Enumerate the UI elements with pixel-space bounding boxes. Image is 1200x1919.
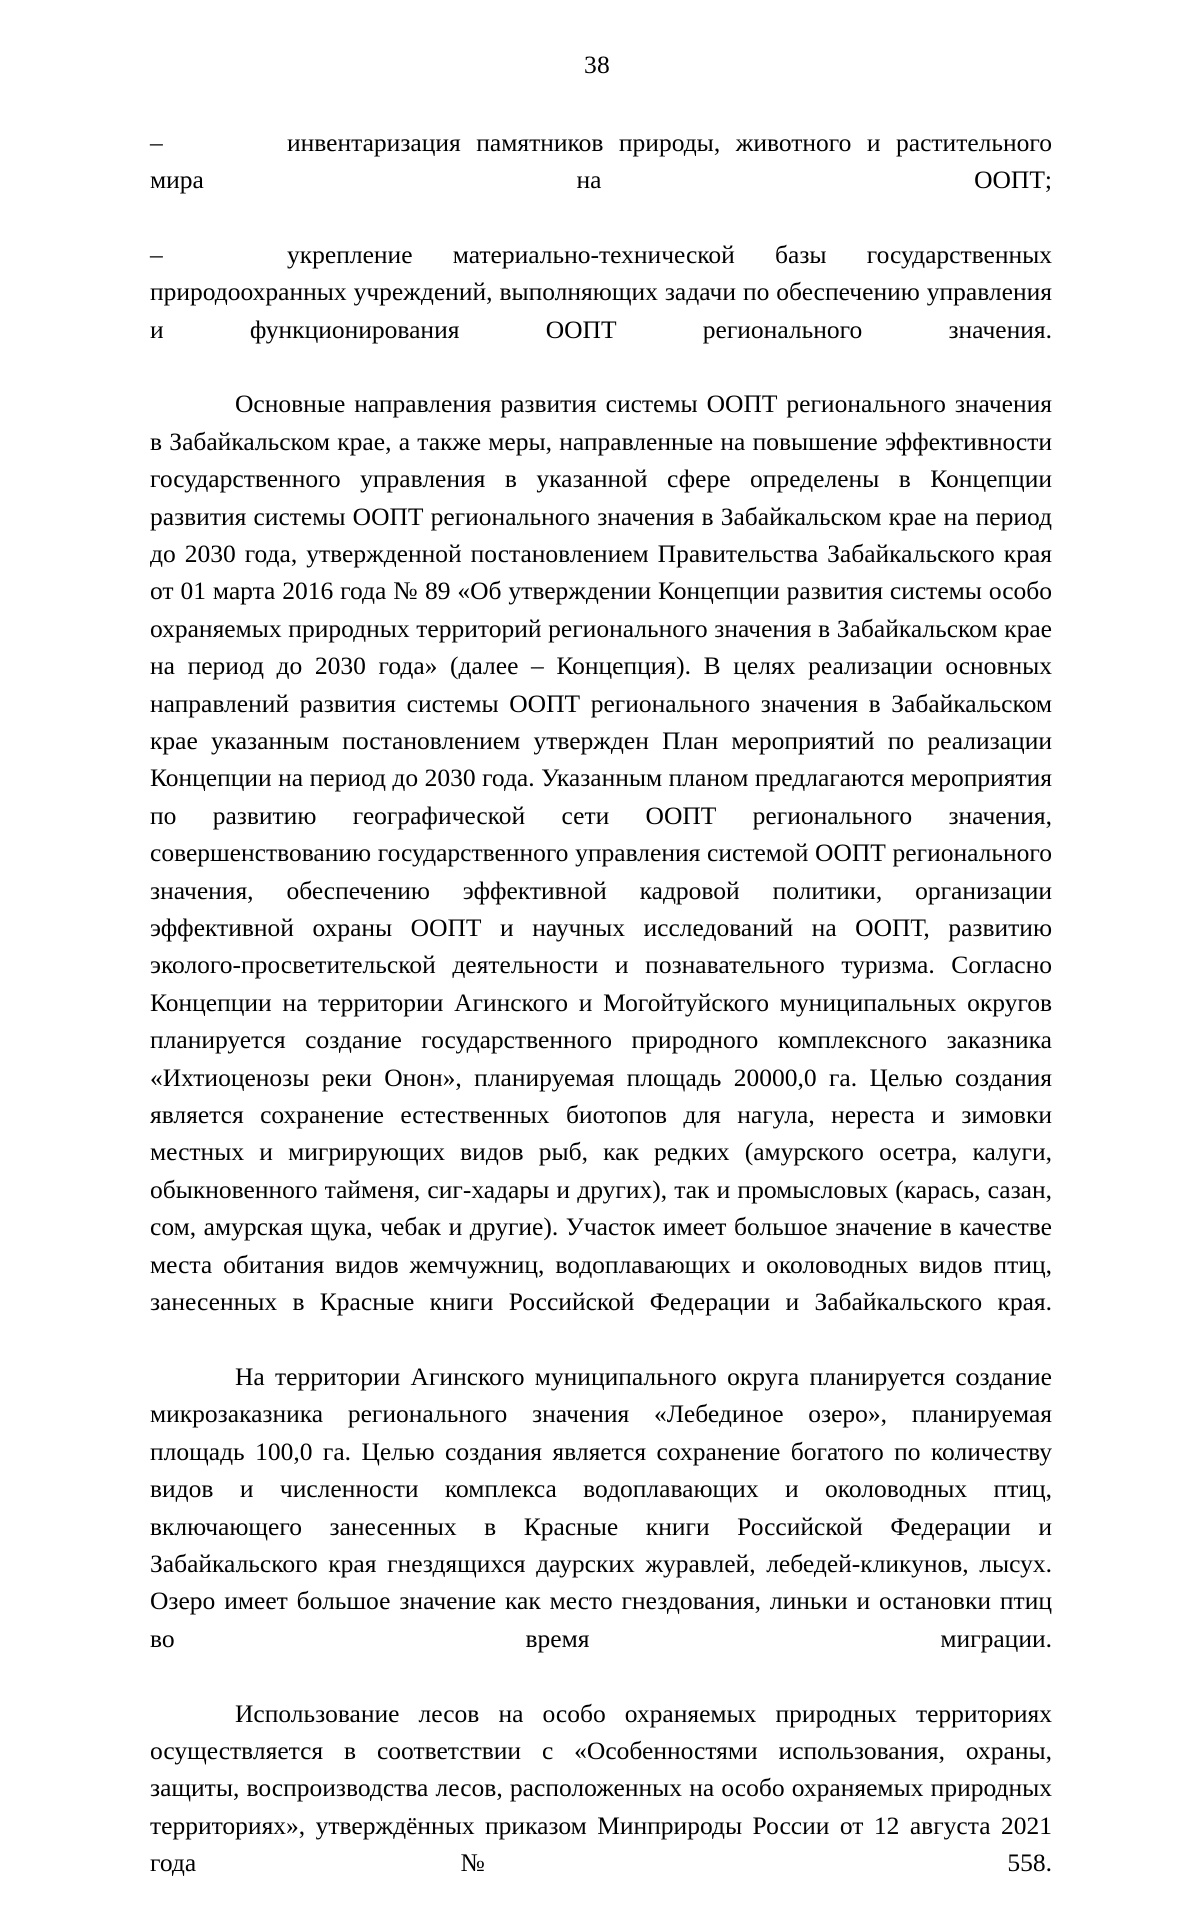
list-item-dash: – xyxy=(150,124,235,161)
list-item-text: укрепление материально-технической базы государственных природоохранных учреждений, выполняющих задачи по обеспечению управления и функционирования ООПТ регионального значения. xyxy=(150,240,1052,344)
page-body xyxy=(150,124,1052,1919)
paragraph-forest-use: Использование лесов на особо охраняемых природных территориях осуществляется в соответствии с «Особенностями использования, охраны, защиты, воспроизводства лесов, расположенных на особо охраняемых природных территориях», утверждённых приказом Минприроды России от 12 августа 2021 года № 558. xyxy=(150,1695,1052,1919)
paragraph-lebedinoe-ozero: На территории Агинского муниципального округа планируется создание микрозаказника регионального значения «Лебединое озеро», планируемая площадь 100,0 га. Целью создания является сохранение богатого по количеству видов и численности комплекса водоплавающих и околоводных птиц, включающего занесенных в Красные книги Российской Федерации и Забайкальского края гнездящихся даурских журавлей, лебедей-кликунов, лысух. Озеро имеет большое значение как место гнездования, линьки и остановки птиц во время миграции. xyxy=(150,1358,1052,1695)
list-item xyxy=(150,124,1052,236)
paragraph-concept: Основные направления развития системы ООПТ регионального значения в Забайкальском крае, а также меры, направленные на повышение эффективности государственного управления в указанной сфере определены в Концепции развития системы ООПТ регионального значения в Забайкальском крае на период до 2030 года, утвержденной постановлением Правительства Забайкальского края от 01 марта 2016 года № 89 «Об утверждении Концепции развития системы особо охраняемых природных территорий регионального значения в Забайкальском крае на период до 2030 года» (далее – Концепция). В целях реализации основных направлений развития системы ООПТ регионального значения в Забайкальском крае указанным постановлением утвержден План мероприятий по реализации Концепции на период до 2030 года. Указанным планом предлагаются мероприятия по развитию географической сети ООПТ регионального значения, совершенствованию государственного управления системой ООПТ регионального значения, обеспечению эффективной кадровой политики, организации эффективной охраны ООПТ и научных исследований на ООПТ, развитию эколого-просветительской деятельности и познавательного туризма. Согласно Концепции на территории Агинского и Могойтуйского муниципальных округов планируется создание государственного природного комплексного заказника «Ихтиоценозы реки Онон», планируемая площадь 20000,0 га. Целью создания является сохранение естественных биотопов для нагула, нереста и зимовки местных и мигрирующих видов рыб, как редких (амурского осетра, калуги, обыкновенного тайменя, сиг-хадары и других), так и промысловых (карась, сазан, сом, амурская щука, чебак и другие). Участок имеет большое значение в качестве места обитания видов жемчужниц, водоплавающих и околоводных видов птиц, занесенных в Красные книги Российской Федерации и Забайкальского края. xyxy=(150,385,1052,1358)
page-number: 38 xyxy=(150,52,1052,78)
list-item xyxy=(150,236,1052,386)
list-item-text: инвентаризация памятников природы, животного и растительного мира на ООПТ; xyxy=(150,128,1052,194)
list-item-dash: – xyxy=(150,236,235,273)
